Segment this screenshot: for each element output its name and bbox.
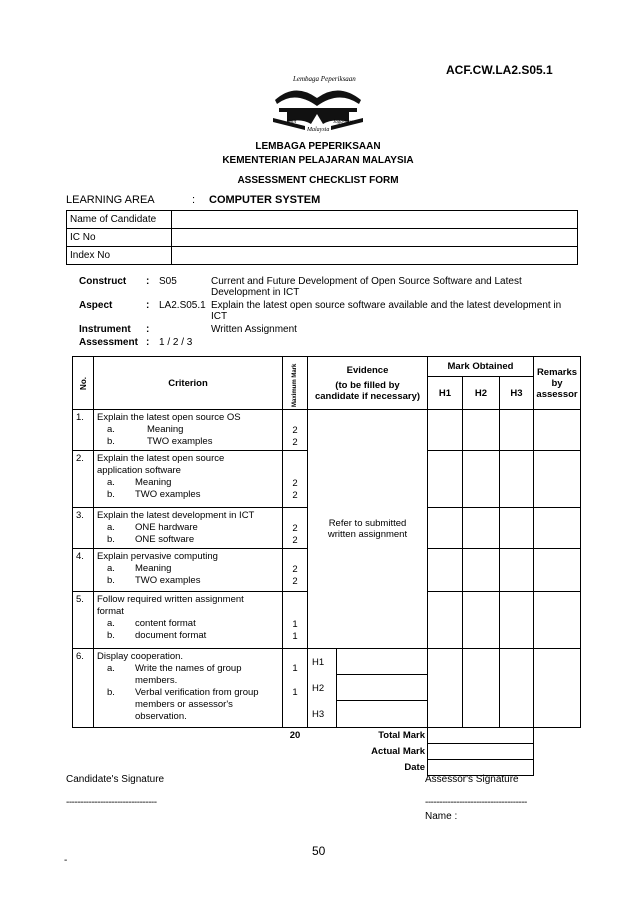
ic-no-label: IC No <box>67 229 172 247</box>
ministry-name: KEMENTERIAN PELAJARAN MALAYSIA <box>222 155 414 166</box>
assessor-signature-line[interactable]: ------------------------------------ <box>425 797 527 808</box>
candidate-table <box>66 210 578 265</box>
construct-code: S05 <box>159 276 177 287</box>
max-mark-cell: 2 2 <box>283 549 308 592</box>
total-max-mark: 20 <box>289 730 301 742</box>
h3-evidence-field[interactable] <box>336 701 427 727</box>
h2-label: H2 <box>312 683 325 694</box>
form-title: ASSESSMENT CHECKLIST FORM <box>237 175 399 186</box>
document-code: ACF.CW.LA2.S05.1 <box>446 63 553 77</box>
aspect-code: LA2.S05.1 <box>159 300 206 311</box>
max-mark-cell: 2 2 <box>283 451 308 508</box>
construct-label: Construct <box>79 276 127 287</box>
remarks-cell[interactable] <box>534 410 581 451</box>
criterion-cell: Explain the latest development in ICT a. ONE hardware b. ONE software <box>94 508 283 549</box>
assessor-signature-label: Assessor's Signature <box>425 774 519 785</box>
colon: : <box>146 276 150 287</box>
remarks-cell[interactable] <box>534 649 581 728</box>
mark-obtained-header: Mark Obtained <box>428 357 534 377</box>
row-number: 2. <box>73 451 94 508</box>
no-header: No. <box>73 357 94 410</box>
page-number: 50 <box>312 844 326 858</box>
logo-top-text: Lembaga Peperiksaan <box>293 75 356 83</box>
h3-mark-cell[interactable] <box>500 410 534 451</box>
h2-mark-cell[interactable] <box>463 508 500 549</box>
h1-mark-cell[interactable] <box>428 549 463 592</box>
criterion-cell: Explain pervasive computing a. Meaning b. TWO examples <box>94 549 283 592</box>
criterion-header: Criterion <box>94 357 283 410</box>
logo-bottom-text: Malaysia <box>307 127 330 133</box>
h1-mark-cell[interactable] <box>428 592 463 649</box>
aspect-label: Aspect <box>79 300 113 311</box>
row-number: 5. <box>73 592 94 649</box>
assessor-name-label: Name : <box>425 811 458 822</box>
candidate-signature-line[interactable]: -------------------------------- <box>66 797 157 808</box>
max-mark-cell: 2 2 <box>283 410 308 451</box>
table-row <box>73 649 581 728</box>
h1-mark-cell[interactable] <box>428 451 463 508</box>
assessment-label: Assessment <box>79 337 138 348</box>
table-row <box>73 410 581 451</box>
h1-label: H1 <box>312 657 325 668</box>
h2-header: H2 <box>463 377 500 410</box>
h3-header: H3 <box>500 377 534 410</box>
max-mark-cell: 1 1 <box>283 649 308 728</box>
h2-mark-cell[interactable] <box>463 410 500 451</box>
h1-header: H1 <box>428 377 463 410</box>
row-number: 3. <box>73 508 94 549</box>
h1-mark-cell[interactable] <box>428 508 463 549</box>
colon: : <box>146 324 150 335</box>
actual-mark-field[interactable] <box>428 744 534 760</box>
h3-label: H3 <box>312 709 325 720</box>
colon: : <box>146 300 150 311</box>
construct-text: Current and Future Development of Open Source Software and Latest Development in ICT <box>211 276 522 298</box>
logo-left-text: Sulit <box>287 120 297 125</box>
criterion-cell: Display cooperation. a. Write the names of group members. b. Verbal verification from group members or assessor's observation. <box>94 649 283 728</box>
h2-evidence-field[interactable] <box>336 675 427 701</box>
index-no-field[interactable] <box>172 247 578 265</box>
h2-mark-cell[interactable] <box>463 549 500 592</box>
instrument-label: Instrument <box>79 324 131 335</box>
date-label: Date <box>404 762 425 773</box>
h3-mark-cell[interactable] <box>500 549 534 592</box>
h2-mark-cell[interactable] <box>463 451 500 508</box>
h3-mark-cell[interactable] <box>500 592 534 649</box>
evidence-cell <box>308 649 428 728</box>
colon: : <box>146 337 150 348</box>
h3-mark-cell[interactable] <box>500 451 534 508</box>
learning-area-separator: : <box>192 194 196 206</box>
h1-evidence-field[interactable] <box>336 649 427 675</box>
actual-mark-row <box>73 744 581 760</box>
learning-area-label: LEARNING AREA <box>66 194 155 206</box>
row-number: 1. <box>73 410 94 451</box>
footer-mark: - <box>64 855 68 866</box>
instrument-text: Written Assignment <box>211 324 297 335</box>
actual-mark-label: Actual Mark <box>371 746 425 757</box>
h2-mark-cell[interactable] <box>463 649 500 728</box>
h3-mark-cell[interactable] <box>500 649 534 728</box>
remarks-cell[interactable] <box>534 508 581 549</box>
total-mark-field[interactable] <box>428 728 534 744</box>
candidate-signature-label: Candidate's Signature <box>66 774 165 785</box>
org-name: LEMBAGA PEPERIKSAAN <box>255 141 381 152</box>
remarks-cell[interactable] <box>534 451 581 508</box>
learning-area-value: COMPUTER SYSTEM <box>209 194 321 206</box>
h2-mark-cell[interactable] <box>463 592 500 649</box>
remarks-cell[interactable] <box>534 549 581 592</box>
ic-no-field[interactable] <box>172 229 578 247</box>
max-mark-cell: 1 1 <box>283 592 308 649</box>
assessment-info <box>79 275 579 349</box>
max-mark-header: Maximum Mark <box>283 357 308 410</box>
exam-board-logo <box>265 74 371 136</box>
logo-right-text: Jaga-jaga <box>333 120 354 125</box>
name-of-candidate-label: Name of Candidate <box>67 211 172 229</box>
remarks-header: Remarks by assessor <box>534 357 581 410</box>
h1-mark-cell[interactable] <box>428 649 463 728</box>
h1-mark-cell[interactable] <box>428 410 463 451</box>
h3-mark-cell[interactable] <box>500 508 534 549</box>
row-number: 4. <box>73 549 94 592</box>
evidence-cell: Refer to submitted written assignment <box>308 410 428 649</box>
name-of-candidate-field[interactable] <box>172 211 578 229</box>
checklist-table <box>72 356 581 776</box>
assessment-value: 1 / 2 / 3 <box>159 337 193 348</box>
criterion-cell: Follow required written assignment format a. content format b. document format <box>94 592 283 649</box>
max-mark-cell: 2 2 <box>283 508 308 549</box>
evidence-header: Evidence (to be filled by candidate if necessary) <box>308 357 428 410</box>
aspect-text: Explain the latest open source software available and the latest development in ICT <box>211 300 562 322</box>
remarks-cell[interactable] <box>534 592 581 649</box>
criterion-cell: Explain the latest open source application software a. Meaning b. TWO examples <box>94 451 283 508</box>
index-no-label: Index No <box>67 247 172 265</box>
total-mark-row <box>73 728 581 744</box>
row-number: 6. <box>73 649 94 728</box>
criterion-cell: Explain the latest open source OS a. Meaning b. TWO examples <box>94 410 283 451</box>
total-mark-label: Total Mark <box>378 730 425 742</box>
